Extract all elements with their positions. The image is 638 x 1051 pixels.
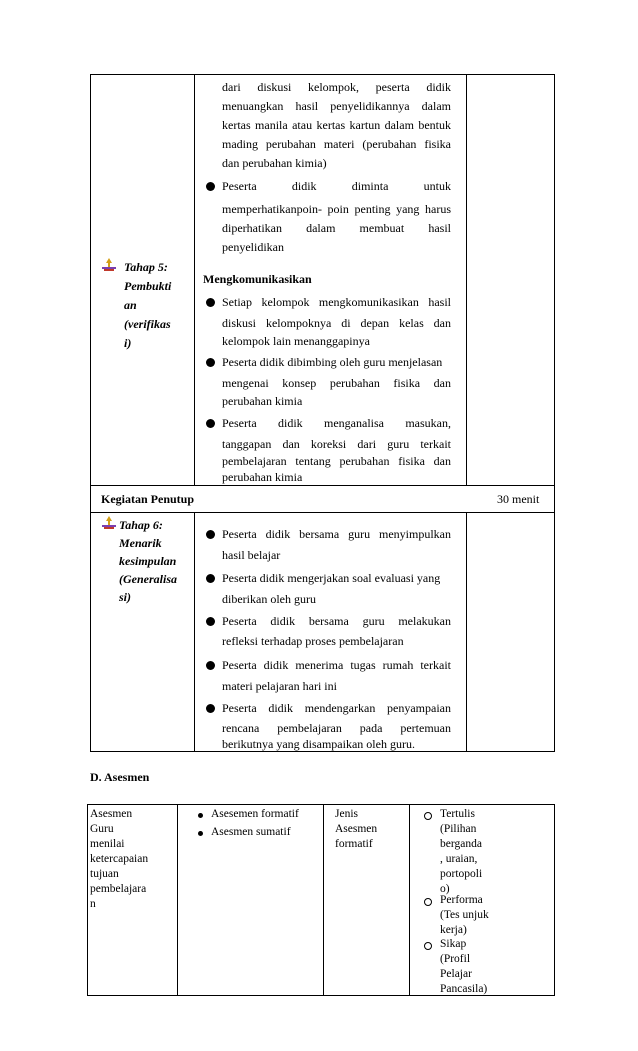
text-line: berikutnya yang disampaikan oleh guru. [222,737,415,751]
text-line: Guru [90,823,114,835]
text-line: kelompok lain menanggapinya [222,334,370,348]
bullet-icon [206,617,215,626]
text-line: Peserta didik dibimbing oleh guru menjelasan [222,355,443,369]
arrow-icon [101,516,117,530]
time-value: 30 menit [497,492,540,506]
bullet-icon [206,530,215,539]
text-line: diskusi kelompoknya di depan kelas dan [222,316,451,330]
text-line: Setiap kelompok mengkomunikasikan hasil [222,295,451,309]
stage-text: Tahap 5: [124,260,168,274]
stage-text: i) [124,336,132,350]
stage-text: kesimpulan [119,554,177,568]
text-line: Jenis [335,808,358,820]
text-line: penyelidikan [222,240,284,254]
text-line: (Pilihan [440,823,477,835]
text-line: Peserta didik diminta untuk [222,179,451,193]
text-line: Peserta didik bersama guru melakukan [222,614,451,628]
row-label: Kegiatan Penutup [101,492,195,506]
text-line: Asesemen formatif [211,808,299,820]
text-line: Asesmen sumatif [211,826,291,838]
bullet-icon [206,298,215,307]
bullet-icon [206,574,215,583]
text-line: diperhatikan dalam membuat hasil [222,221,451,235]
text-line: perubahan kimia [222,470,303,484]
text-line: , uraian, [440,853,478,865]
text-line: materi pelajaran hari ini [222,679,337,693]
text-line: Peserta didik bersama guru menyimpulkan [222,527,451,541]
section-heading: Mengkomunikasikan [203,272,312,286]
text-line: Peserta didik menganalisa masukan, [222,416,451,430]
text-line: n [90,898,96,910]
text-line: Peserta didik mengerjakan soal evaluasi yang [222,571,441,585]
text-line: Asesmen [335,823,378,835]
text-line: rencana pembelajaran pada pertemuan [222,721,451,735]
text-line: Pancasila) [440,983,488,995]
bullet-icon [198,831,203,836]
circle-bullet-icon [424,942,432,950]
text-line: mading perubahan materi (perubahan fisika [222,137,451,151]
text-line: dari diskusi kelompok, peserta didik [222,80,451,94]
stage-text: Menarik [119,536,162,550]
text-line: tujuan [90,868,119,880]
text-line: pembelajara [90,883,147,895]
bullet-icon [206,704,215,713]
text-line: menilai [90,838,125,850]
text-line: Sikap [440,938,467,950]
text-line: perubahan kimia [222,394,303,408]
stage-text: Tahap 6: [119,518,163,532]
text-line: tanggapan dan koreksi dari guru terkait [222,437,451,451]
text-line: Tertulis [440,808,475,820]
circle-bullet-icon [424,898,432,906]
stage-text: (Generalisa [119,572,177,586]
stage-text: Pembukti [124,279,172,293]
text-line: menuangkan hasil penyelidikannya dalam [222,99,451,113]
text-line: Performa [440,894,483,906]
circle-bullet-icon [424,812,432,820]
text-line: (Tes unjuk [440,909,489,921]
text-line: Pelajar [440,968,472,980]
text-line: pembelajaran tentang perubahan fisika dan [222,454,451,468]
bullet-icon [206,661,215,670]
text-line: formatif [335,838,373,850]
text-line: mengenai konsep perubahan fisika dan [222,376,451,390]
stage-text: (verifikas [124,317,171,331]
bullet-icon [206,419,215,428]
section-title: D. Asesmen [90,770,150,784]
text-line: Asesmen [90,808,133,820]
text-line: Peserta didik menerima tugas rumah terkait [222,658,451,672]
text-line: hasil belajar [222,548,281,562]
arrow-icon [101,258,117,272]
stage-text: si) [119,590,131,604]
text-line: Peserta didik mendengarkan penyampaian [222,701,451,715]
text-line: kerja) [440,924,467,936]
text-line: (Profil [440,953,471,965]
text-line: berganda [440,838,482,850]
bullet-icon [198,813,203,818]
bullet-icon [206,358,215,367]
text-line: dan perubahan kimia) [222,156,327,170]
text-line: memperhatikanpoin- poin penting yang harus [222,202,451,216]
bullet-icon [206,182,215,191]
text-line: ketercapaian [90,853,149,865]
text-line: refleksi terhadap proses pembelajaran [222,634,404,648]
text-line: portopoli [440,868,483,880]
stage-text: an [124,298,137,312]
text-line: diberikan oleh guru [222,592,316,606]
text-line: kertas manila atau kertas kartun dalam bentuk [222,118,451,132]
text-line: o) [440,883,450,895]
